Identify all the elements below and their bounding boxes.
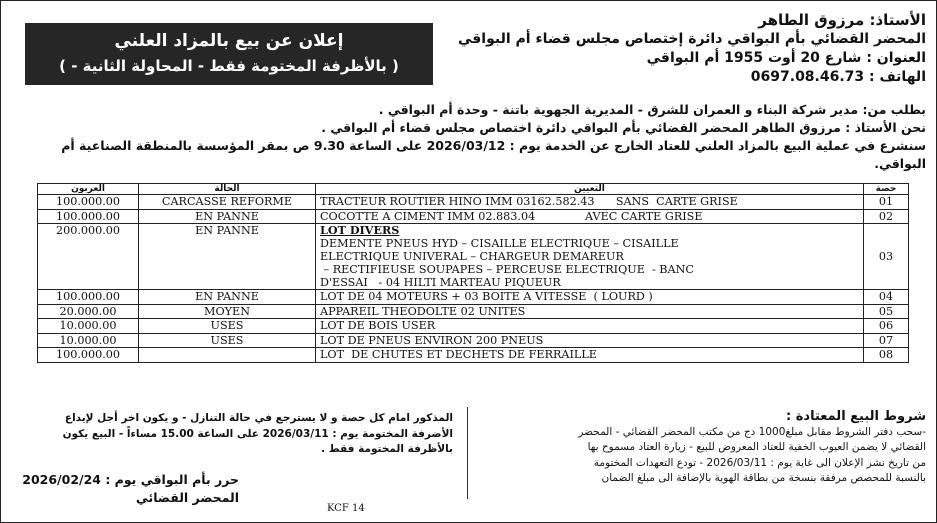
signature-date: حرر بأم البواقي يوم : 2026/02/24 [22, 472, 239, 487]
banner-title: إعلان عن بيع بالمزاد العلني [114, 31, 344, 51]
header-price: العربون [38, 184, 139, 195]
bailiff-jurisdiction: المحضر القضائي بأم البواقي دائرة إختصاص مجلس قضاء أم البواقي [457, 31, 926, 47]
lot-divers-line: DEMENTE PNEUS HYD – CISAILLE ELECTRIQUE – CISAILLE [320, 237, 679, 250]
row-state: EN PANNE [139, 209, 316, 224]
row-price: 10.000.00 [38, 333, 139, 348]
auction-banner [25, 23, 433, 85]
row-price: 100.000.00 [38, 209, 139, 224]
row-state: MOYEN [139, 304, 316, 319]
signature-title: المحضر القضائي [135, 490, 239, 505]
note-line: الأضرفة المختومة يوم : 2026/03/11 على الساعة 15.00 مساءاً - البيع يكون [62, 427, 453, 440]
row-lot: 08 [864, 348, 909, 363]
bailiff-phone: الهاتف : 0697.08.46.73 [750, 69, 926, 85]
row-lot: 05 [864, 304, 909, 319]
deposit-note [21, 411, 453, 458]
intro-text [26, 101, 926, 173]
header-lot: حصة [864, 184, 909, 195]
intro-requester: بطلب من: مدير شركة البناء و العمران للشرق - المديرية الجهوية باتنة - وحدة أم البواقي . [378, 102, 926, 117]
row-lot: 01 [864, 195, 909, 210]
table-row [38, 348, 909, 363]
row-state: USES [139, 319, 316, 334]
row-desc [316, 224, 864, 290]
row-desc: APPAREIL THEODOLTE 02 UNITES [316, 304, 864, 319]
table-row [38, 290, 909, 305]
table-header-row [38, 184, 909, 195]
row-state: CARCASSE REFORME [139, 195, 316, 210]
row-desc: LOT DE CHUTES ET DECHETS DE FERRAILLE [316, 348, 864, 363]
row-desc: LOT DE 04 MOTEURS + 03 BOITE A VITESSE ( LOURD ) [316, 290, 864, 305]
row-price: 100.000.00 [38, 290, 139, 305]
row-state: EN PANNE [139, 290, 316, 305]
row-lot: 07 [864, 333, 909, 348]
row-desc: LOT DE BOIS USER [316, 319, 864, 334]
lot-divers-line: – RECTIFIEUSE SOUPAPES – PERCEUSE ELECTRIQUE - BANC [320, 263, 694, 276]
row-lot: 02 [864, 209, 909, 224]
conditions-line: بالنسبة للمحصص مرفقة بنسخة من بطاقة الهوية بالإضافة الى مبلغ الضمان [601, 472, 926, 484]
intro-bailiff: نحن الأستاذ : مرزوق الطاهر المحضر القضائي بأم البواقي دائرة اختصاص مجلس قضاء أم البواقي . [321, 120, 926, 135]
row-price: 20.000.00 [38, 304, 139, 319]
bailiff-address: العنوان : شارع 20 أوت 1955 أم البواقي [646, 50, 926, 66]
lot-divers-line: D'ESSAI - 04 HILTI MARTEAU PIQUEUR [320, 276, 561, 289]
banner-subtitle: ( بالأظرفة المختومة فقط - المحاولة الثانية - ) [59, 57, 399, 75]
table-row [38, 319, 909, 334]
header-state: الحالة [139, 184, 316, 195]
bailiff-name: الأستاذ: مرزوق الطاهر [758, 11, 926, 29]
table-row [38, 209, 909, 224]
lots-table [37, 183, 909, 363]
header-desc: التعيين [316, 184, 864, 195]
footer-code: KCF 14 [327, 503, 365, 514]
row-price: 200.000.00 [38, 224, 139, 290]
sale-conditions [464, 409, 926, 487]
row-lot: 06 [864, 319, 909, 334]
table-row [38, 195, 909, 210]
row-lot: 04 [864, 290, 909, 305]
lot-divers-line: ELECTRIQUE UNIVERAL – CHARGEUR DEMAREUR [320, 250, 624, 263]
row-state: USES [139, 333, 316, 348]
signature-block [21, 471, 239, 507]
conditions-line: من تاريخ نشر الإعلان الى غاية يوم : 2026/03/11 - تودع التعهدات المختومة [593, 456, 926, 469]
row-state [139, 348, 316, 363]
note-line: المذكور امام كل حصة و لا يسترجع في حالة التنازل - و يكون اخر أجل لإيداع [64, 412, 453, 424]
row-desc: COCOTTE A CIMENT IMM 02.883.04 AVEC CARTE GRISE [316, 209, 864, 224]
conditions-title: شروط البيع المعتادة : [786, 409, 926, 424]
row-desc: LOT DE PNEUS ENVIRON 200 PNEUS [316, 333, 864, 348]
note-line: بالأظرفة المختومة فقط . [321, 443, 453, 455]
bailiff-header [456, 11, 926, 87]
conditions-line: -سحب دفتر الشروط مقابل مبلغ1000 دج من مكتب المحضر القضائي - المحضر [578, 425, 926, 438]
row-lot: 03 [864, 224, 909, 290]
row-state: EN PANNE [139, 224, 316, 290]
table-row [38, 224, 909, 290]
row-desc: TRACTEUR ROUTIER HINO IMM 03162.582.43 SANS CARTE GRISE [316, 195, 864, 210]
row-price: 100.000.00 [38, 348, 139, 363]
conditions-line: القضائي لا يضمن العيوب الخفية للعتاد المعروض للبيع - زيارة العتاد مسموح بها [587, 441, 926, 453]
table-row [38, 333, 909, 348]
intro-sale-date: سنشرع في عملية البيع بالمزاد العلني للعتاد الخارج عن الخدمة يوم : 2026/03/12 على الساعة 9.30 ص بمقر المؤسسة بالمنطقة الصناعية أم البواقي. [61, 138, 926, 171]
table-row [38, 304, 909, 319]
row-price: 10.000.00 [38, 319, 139, 334]
row-price: 100.000.00 [38, 195, 139, 210]
lot-divers-title: LOT DIVERS [320, 223, 400, 237]
